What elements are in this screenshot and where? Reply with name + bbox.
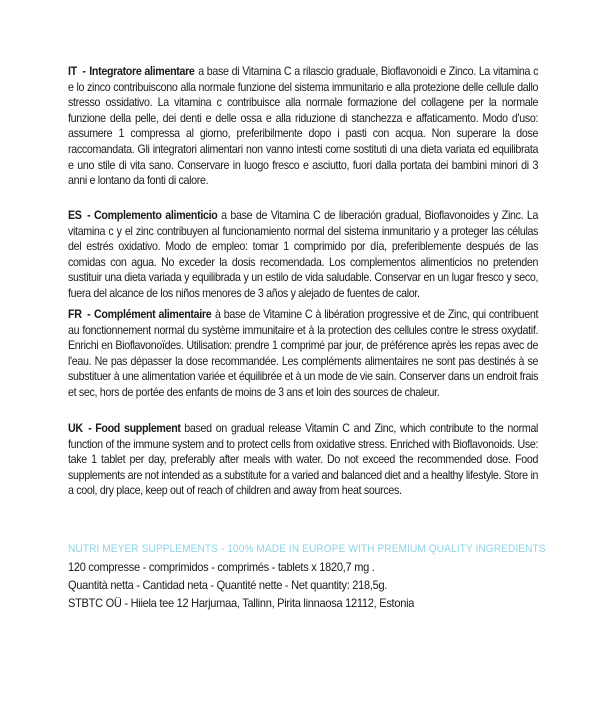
label-footer	[68, 540, 546, 612]
lang-code: ES	[68, 209, 82, 222]
brand-line: NUTRI MEYER SUPPLEMENTS - 100% MADE IN EUROPE WITH PREMIUM QUALITY INGREDIENTS	[68, 543, 546, 555]
section-italian	[68, 64, 538, 189]
section-spanish	[68, 208, 538, 302]
section-title: Complément alimentaire	[94, 308, 212, 321]
section-title: Complemento alimenticio	[94, 209, 218, 222]
lang-code: FR	[68, 308, 82, 321]
section-english	[68, 421, 538, 499]
lang-separator: -	[87, 308, 91, 321]
lang-separator: -	[88, 422, 92, 435]
section-french	[68, 307, 538, 401]
lang-separator: -	[82, 65, 86, 78]
lang-code: IT	[68, 65, 77, 78]
section-body: à base de Vitamine C à libération progressive et de Zinc, qui contribuent au fonctionnement normal du système immunitaire et à la protection des cellules contre le stress oxydatif. Enrichi en Bioflavonoïdes. Utilisation: prendre 1 comprimé par jour, de préférence après les repas avec de l'eau. Ne pas dépasser la dose recommandée. Les compléments alimentaires ne sont pas destinés à se substituer à une alimentation variée et équilibrée et à un mode de vie sain. Conserver dans un endroit frais et sec, hors de portée des enfants de moins de 3 ans et loin des sources de chaleur.	[68, 308, 539, 399]
section-title: Food supplement	[95, 422, 181, 435]
manufacturer-address-line: STBTC OÜ - Hiiela tee 12 Harjumaa, Tallinn, Pirita linnaosa 12112, Estonia	[68, 596, 415, 610]
section-body: based on gradual release Vitamin C and Zinc, which contribute to the normal function of the immune system and to protect cells from oxidative stress. Enriched with Bioflavonoids. Use: take 1 tablet per day, preferably after meals with water. Do not exceed the recommended dose. Food supplements are not intended as a substitute for a varied and balanced diet and a healthy lifestyle. Store in a cool, dry place, keep out of reach of children and away from heat sources.	[68, 422, 539, 498]
tablet-count-line: 120 compresse - comprimidos - comprimés - tablets x 1820,7 mg .	[68, 560, 375, 574]
net-quantity-line: Quantità netta - Cantidad neta - Quantité nette - Net quantity: 218,5g.	[68, 578, 388, 592]
section-body: a base de Vitamina C de liberación gradual, Bioflavonoides y Zinc. La vitamina c y el zinc contribuyen al funcionamiento normal del sistema inmunitario y a proteger las células del estrés oxidativo. Modo de empleo: tomar 1 comprimido por día, preferiblemente después de las comidas con agua. No exceder la dosis recomendada. Los complementos alimenticios no pretenden sustituir una dieta variada y equilibrada y un estilo de vida saludable. Conservar en un lugar fresco y seco, fuera del alcance de los niños menores de 3 años y alejado de fuentes de calor.	[68, 209, 539, 300]
section-title: Integratore alimentare	[89, 65, 195, 78]
section-body: a base di Vitamina C a rilascio graduale, Bioflavonoidi e Zinco. La vitamina c e lo zinco contribuiscono alla normale funzione del sistema immunitario e alla protezione delle cellule dallo stresso ossidativo. La vitamina c contribuisce alla normale formazione del collagene per la normale funzione della pelle, dei denti e delle ossa e alla riduzione di stanchezza e affaticamento. Modo d'uso: assumere 1 compressa al giorno, preferibilmente dopo i pasti con acqua. Non superare la dose raccomandata. Gli integratori alimentari non vanno intesti come sostituti di una dieta variata ed equilibrata e uno stile di vita sano. Conservare in luogo fresco e asciutto, fuori dalla portata dei bambini minori di 3 anni e lontano da fonti di calore.	[68, 65, 539, 188]
lang-separator: -	[87, 209, 91, 222]
lang-code: UK	[68, 422, 83, 435]
